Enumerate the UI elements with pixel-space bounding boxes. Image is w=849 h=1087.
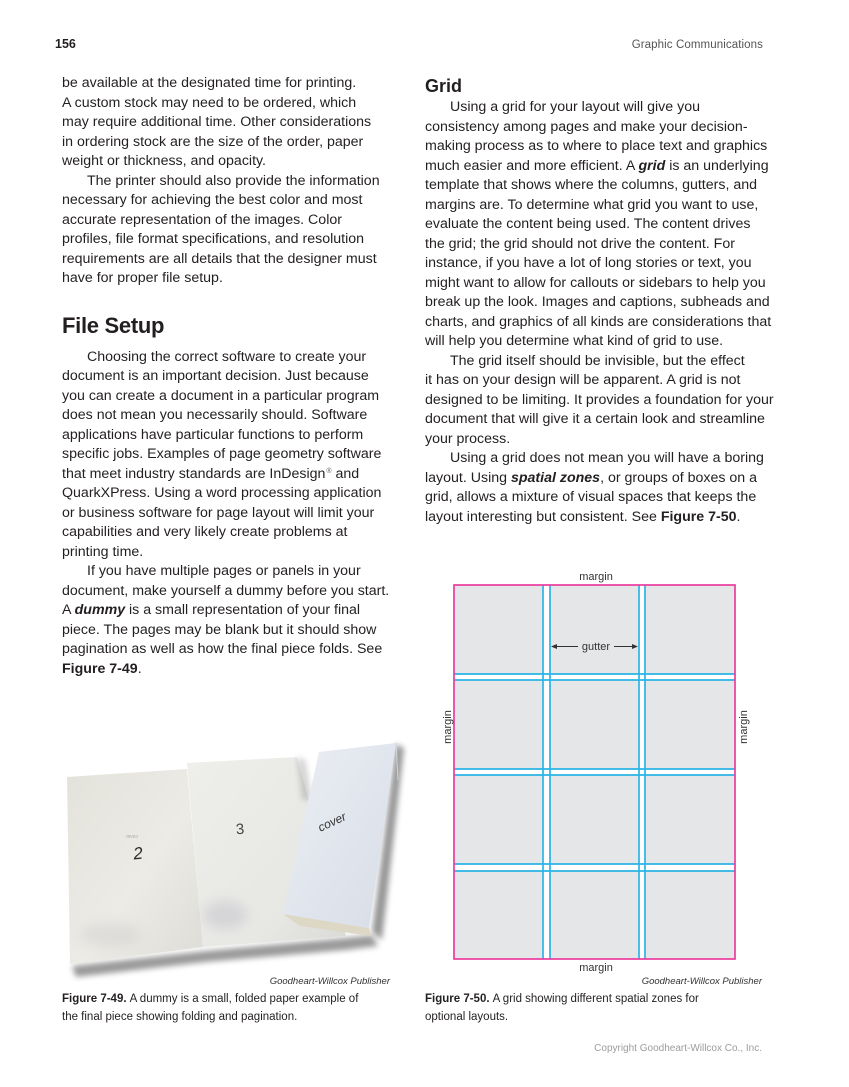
margin-label-bottom: margin (579, 962, 613, 974)
caption-label: Figure 7-50. (425, 993, 490, 1005)
figure-caption-7-49 (62, 990, 358, 1026)
caption-text: optional layouts. (425, 1011, 509, 1023)
section-heading-file-setup: File Setup (62, 313, 165, 338)
paragraph (62, 74, 380, 172)
text-segment: much easier and more efficient. A (425, 157, 639, 174)
caption-label: Figure 7-49. (62, 993, 127, 1005)
page-number-label-3: 3 (235, 820, 245, 839)
text-line: be available at the designated time for printing. (62, 75, 357, 91)
text-line: pagination as well as how the final piece folds. See (62, 641, 383, 657)
text-line: in ordering stock are the size of the order, paper (62, 133, 364, 150)
text-line: accurate representation of the images. Color (62, 211, 342, 228)
caption-text: the final piece showing folding and pagination. (62, 1011, 298, 1023)
text-line: you can create a document in a particular program (62, 387, 380, 404)
text-line (425, 469, 774, 489)
ghost-writing: cover (125, 834, 138, 840)
text-segment: , or groups of boxes on a (600, 469, 758, 486)
page-number-label-2: 2 (132, 843, 144, 864)
text-line: printing time. (62, 543, 144, 560)
figure-reference-7-50: Figure 7-50 (660, 508, 737, 525)
left-column-top (62, 74, 380, 289)
margin-label-right: margin (738, 710, 750, 744)
text-line (62, 465, 389, 485)
text-line: or business software for page layout will limit your (62, 504, 375, 521)
text-segment: is a small representation of your final (125, 602, 361, 618)
paragraph (425, 352, 774, 450)
text-line: instance, if you have a lot of long stories or text, you (425, 255, 752, 271)
text-segment: and (331, 465, 360, 482)
page-number: 156 (55, 37, 76, 51)
figure-7-49-dummy-photo (55, 680, 415, 990)
registered-mark: ® (326, 467, 332, 475)
text-line: the grid; the grid should not drive the content. For (425, 235, 735, 252)
text-line: document that will give it a certain look and streamline (425, 411, 765, 427)
text-line: necessary for achieving the best color and most (62, 192, 363, 208)
text-line: it has on your design will be apparent. A grid is not (425, 372, 741, 388)
text-line: evaluate the content being used. The content drives (425, 216, 751, 232)
text-segment: layout interesting but consistent. See (425, 508, 661, 525)
right-column-grid (425, 98, 774, 527)
copyright-notice: Copyright Goodheart-Willcox Co., Inc. (594, 1043, 762, 1054)
text-line: charts, and graphics of all kinds are considerations that (425, 313, 772, 330)
text-line (62, 601, 389, 621)
text-line: have for proper file setup. (62, 270, 223, 286)
text-line: template that shows where the columns, gutters, and (425, 177, 758, 193)
key-term-dummy: dummy (74, 602, 126, 618)
figure-7-50-grid-diagram (440, 560, 770, 980)
text-line: document, make yourself a dummy before you start. (62, 582, 390, 599)
text-line: making process as to where to place text and graphics (425, 138, 768, 154)
margin-label-top: margin (579, 571, 613, 583)
text-line: margins are. To determine what grid you want to use, (425, 196, 759, 213)
text-segment: that meet industry standards are InDesign (62, 465, 326, 482)
diagram-credit-7-50: Goodheart-Willcox Publisher (641, 976, 762, 987)
text-line: applications have particular functions to perform (62, 426, 364, 443)
text-line (62, 660, 389, 680)
text-line: QuarkXPress. Using a word processing application (62, 485, 382, 501)
key-term-spatial-zones: spatial zones (510, 469, 601, 486)
text-line: break up the look. Images and captions, subheads and (425, 294, 770, 310)
margin-label-left: margin (442, 710, 454, 744)
gutter-label: gutter (581, 641, 611, 653)
text-segment: layout. Using (425, 469, 511, 486)
running-title: Graphic Communications (631, 39, 763, 51)
key-term-grid: grid (638, 157, 666, 174)
text-line: does not mean you necessarily should. Software (62, 407, 368, 423)
photo-credit-7-49: Goodheart-Willcox Publisher (269, 976, 390, 987)
paragraph (62, 348, 389, 563)
text-line: specific jobs. Examples of page geometry software (62, 446, 382, 462)
text-line: weight or thickness, and opacity. (62, 153, 266, 169)
text-segment: . (736, 508, 741, 525)
text-line: may require additional time. Other considerations (62, 114, 372, 130)
text-line: requirements are all details that the designer must (62, 250, 377, 267)
text-line: might want to allow for callouts or sidebars to help you (425, 274, 766, 291)
text-line: document is an important decision. Just because (62, 368, 369, 384)
text-segment: A (62, 602, 75, 618)
text-line: profiles, file format specifications, and resolution (62, 231, 365, 247)
text-line: designed to be limiting. It provides a foundation for your (425, 391, 774, 408)
section-heading-grid: Grid (425, 76, 463, 96)
text-line: The grid itself should be invisible, but the effect (450, 352, 745, 369)
cover-label: cover (315, 809, 349, 835)
text-line: capabilities and very likely create problems at (62, 524, 348, 540)
paragraph (62, 172, 380, 289)
text-line: will help you determine what kind of grid to use. (425, 333, 724, 349)
text-line: The printer should also provide the information (87, 172, 380, 189)
text-line: Using a grid for your layout will give you (450, 99, 700, 115)
left-column-file-setup (62, 348, 389, 680)
text-line (425, 508, 774, 528)
text-segment: is an underlying (665, 157, 769, 174)
text-line: Choosing the correct software to create your (87, 348, 367, 365)
text-line: consistency among pages and make your decision- (425, 118, 748, 135)
text-line: piece. The pages may be blank but it should show (62, 621, 377, 638)
text-line: Using a grid does not mean you will have a boring (450, 450, 764, 466)
caption-text: A grid showing different spatial zones for (492, 993, 699, 1005)
text-segment: . (137, 660, 142, 677)
text-line: A custom stock may need to be ordered, which (62, 94, 357, 111)
text-line: your process. (425, 430, 511, 447)
paragraph (425, 449, 774, 527)
text-line (425, 157, 774, 177)
caption-text: A dummy is a small, folded paper example of (129, 993, 359, 1005)
figure-caption-7-50 (425, 990, 699, 1026)
text-line: If you have multiple pages or panels in your (87, 563, 361, 579)
text-line: grid, allows a mixture of visual spaces that keeps the (425, 489, 757, 505)
paragraph (425, 98, 774, 352)
paragraph (62, 562, 389, 679)
figure-reference-7-49: Figure 7-49 (62, 660, 138, 677)
